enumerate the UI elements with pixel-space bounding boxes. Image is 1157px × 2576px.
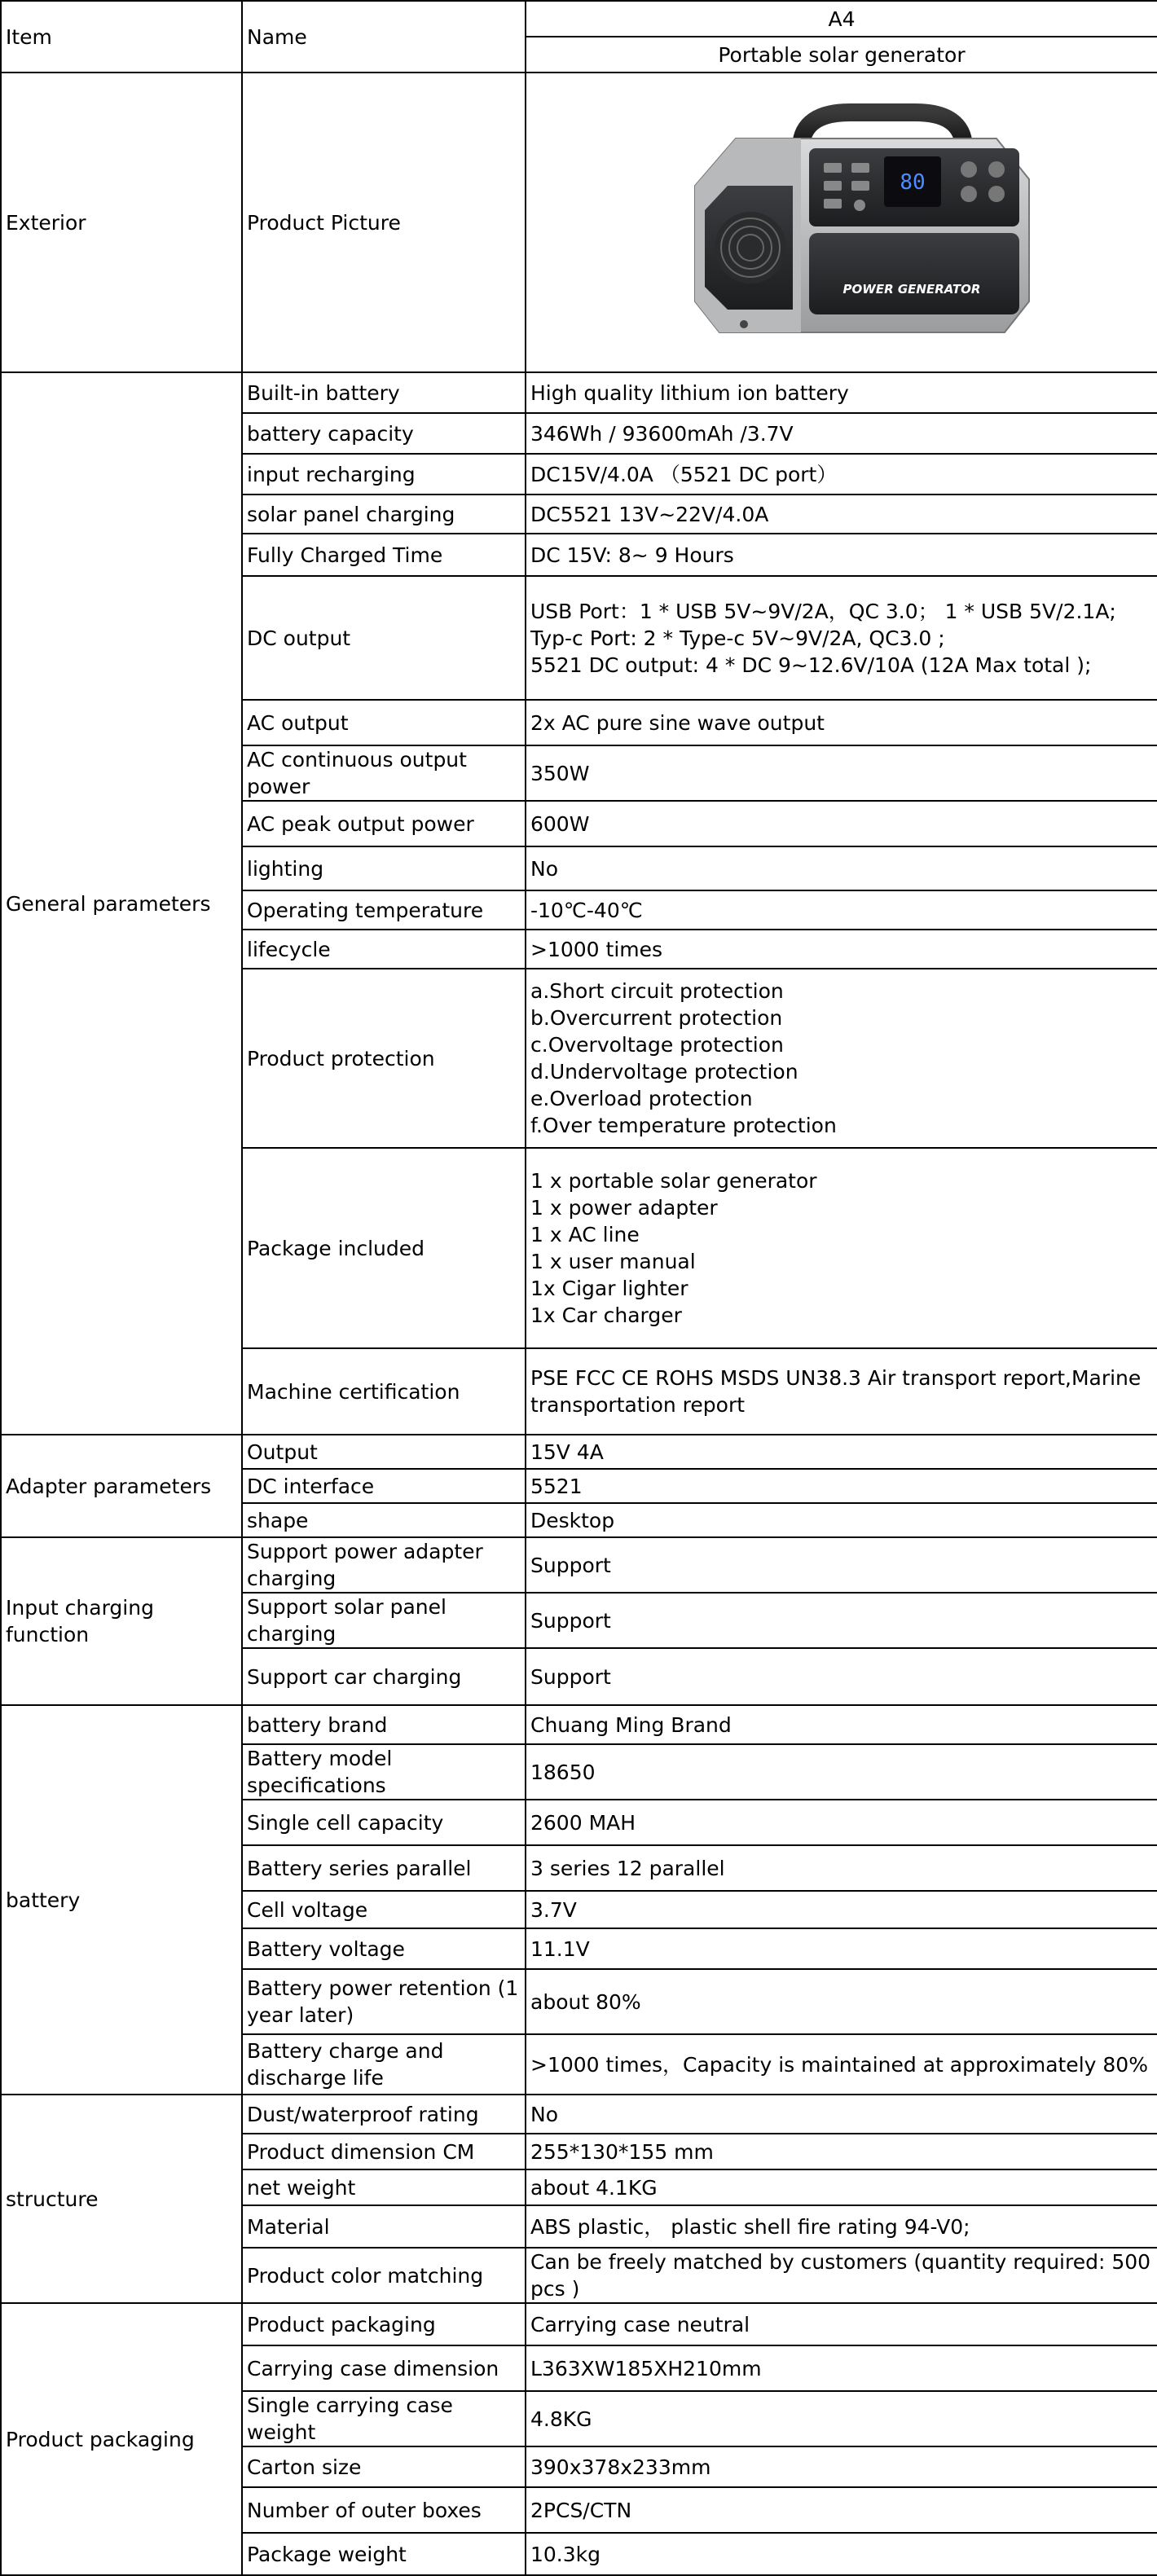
header-row bbox=[1, 1, 1157, 37]
spec-value: 1 x portable solar generator 1 x power adapter 1 x AC line 1 x user manual 1x Cigar lighter 1x Car charger bbox=[526, 1148, 1157, 1348]
spec-value: 2PCS/CTN bbox=[526, 2487, 1157, 2533]
model-header: A4 bbox=[526, 1, 1157, 37]
spec-name: Number of outer boxes bbox=[242, 2487, 526, 2533]
product-type-header: Portable solar generator bbox=[526, 37, 1157, 73]
spec-name: Single carrying case weight bbox=[242, 2391, 526, 2446]
spec-name: lifecycle bbox=[242, 930, 526, 969]
spec-name: Support car charging bbox=[242, 1648, 526, 1705]
spec-row bbox=[1, 1705, 1157, 1744]
spec-table-body bbox=[1, 1, 1157, 2575]
spec-value: PSE FCC CE ROHS MSDS UN38.3 Air transport report,Marine transportation report bbox=[526, 1348, 1157, 1435]
spec-name: input recharging bbox=[242, 454, 526, 495]
spec-value: High quality lithium ion battery bbox=[526, 372, 1157, 413]
name-header: Name bbox=[242, 1, 526, 73]
section-category: Input charging function bbox=[1, 1537, 242, 1705]
spec-name: Operating temperature bbox=[242, 890, 526, 930]
spec-name: AC output bbox=[242, 700, 526, 745]
spec-value: 3 series 12 parallel bbox=[526, 1845, 1157, 1891]
spec-name: Product protection bbox=[242, 969, 526, 1148]
spec-name: DC output bbox=[242, 576, 526, 700]
spec-value: 255*130*155 mm bbox=[526, 2134, 1157, 2169]
spec-name: Battery series parallel bbox=[242, 1845, 526, 1891]
spec-value: >1000 times bbox=[526, 930, 1157, 969]
product-picture bbox=[646, 88, 1037, 357]
spec-row bbox=[1, 2095, 1157, 2134]
spec-value: 346Wh / 93600mAh /3.7V bbox=[526, 413, 1157, 454]
exterior-category: Exterior bbox=[1, 73, 242, 372]
spec-name: Support solar panel charging bbox=[242, 1593, 526, 1648]
spec-value: 11.1V bbox=[526, 1928, 1157, 1969]
spec-value: L363XW185XH210mm bbox=[526, 2345, 1157, 2391]
spec-name: Cell voltage bbox=[242, 1891, 526, 1928]
section-category: Adapter parameters bbox=[1, 1435, 242, 1537]
spec-value: No bbox=[526, 846, 1157, 890]
spec-value: Support bbox=[526, 1648, 1157, 1705]
spec-name: Machine certification bbox=[242, 1348, 526, 1435]
spec-value: Chuang Ming Brand bbox=[526, 1705, 1157, 1744]
spec-name: Fully Charged Time bbox=[242, 534, 526, 576]
spec-value: >1000 times，Capacity is maintained at approximately 80% bbox=[526, 2034, 1157, 2095]
spec-name: Dust/waterproof rating bbox=[242, 2095, 526, 2134]
spec-name: Material bbox=[242, 2205, 526, 2248]
spec-value: Can be freely matched by customers (quantity required: 500 pcs ) bbox=[526, 2248, 1157, 2303]
spec-name: Single cell capacity bbox=[242, 1800, 526, 1845]
spec-row bbox=[1, 2303, 1157, 2345]
spec-row bbox=[1, 372, 1157, 413]
spec-value: 390x378x233mm bbox=[526, 2446, 1157, 2487]
spec-name: Carrying case dimension bbox=[242, 2345, 526, 2391]
spec-name: AC peak output power bbox=[242, 801, 526, 846]
spec-value: No bbox=[526, 2095, 1157, 2134]
spec-value: 600W bbox=[526, 801, 1157, 846]
spec-value: 2600 MAH bbox=[526, 1800, 1157, 1845]
spec-value: USB Port：1 * USB 5V~9V/2A，QC 3.0； 1 * USB 5V/2.1A; Typ-c Port: 2 * Type-c 5V~9V/2A, QC3.0 ; 5521 DC output: 4 * DC 9~12.6V/10A (12A Max total ); bbox=[526, 576, 1157, 700]
spec-value: Support bbox=[526, 1537, 1157, 1593]
spec-value: 10.3kg bbox=[526, 2533, 1157, 2575]
item-header: Item bbox=[1, 1, 242, 73]
exterior-row bbox=[1, 73, 1157, 372]
section-category: General parameters bbox=[1, 372, 242, 1435]
spec-value: 3.7V bbox=[526, 1891, 1157, 1928]
spec-value: a.Short circuit protection b.Overcurrent protection c.Overvoltage protection d.Undervoltage protection e.Overload protection f.Over temperature protection bbox=[526, 969, 1157, 1148]
spec-name: Product packaging bbox=[242, 2303, 526, 2345]
spec-value: Carrying case neutral bbox=[526, 2303, 1157, 2345]
spec-value: DC5521 13V~22V/4.0A bbox=[526, 495, 1157, 534]
spec-row bbox=[1, 1435, 1157, 1469]
spec-value: -10℃-40℃ bbox=[526, 890, 1157, 930]
spec-value: Desktop bbox=[526, 1503, 1157, 1537]
spec-name: shape bbox=[242, 1503, 526, 1537]
spec-name: Support power adapter charging bbox=[242, 1537, 526, 1593]
spec-row bbox=[1, 1537, 1157, 1593]
product-picture-cell bbox=[526, 73, 1157, 372]
spec-value: about 80% bbox=[526, 1969, 1157, 2034]
section-category: structure bbox=[1, 2095, 242, 2303]
spec-value: 350W bbox=[526, 745, 1157, 801]
spec-value: 4.8KG bbox=[526, 2391, 1157, 2446]
spec-value: DC15V/4.0A （5521 DC port） bbox=[526, 454, 1157, 495]
spec-name: DC interface bbox=[242, 1469, 526, 1503]
spec-value: about 4.1KG bbox=[526, 2169, 1157, 2205]
exterior-name: Product Picture bbox=[242, 73, 526, 372]
spec-value: 15V 4A bbox=[526, 1435, 1157, 1469]
spec-name: Battery power retention (1 year later) bbox=[242, 1969, 526, 2034]
spec-name: Built-in battery bbox=[242, 372, 526, 413]
spec-value: 18650 bbox=[526, 1744, 1157, 1800]
spec-name: Carton size bbox=[242, 2446, 526, 2487]
section-category: battery bbox=[1, 1705, 242, 2095]
spec-name: battery brand bbox=[242, 1705, 526, 1744]
spec-value: DC 15V: 8~ 9 Hours bbox=[526, 534, 1157, 576]
spec-name: Package included bbox=[242, 1148, 526, 1348]
spec-name: AC continuous output power bbox=[242, 745, 526, 801]
spec-value: Support bbox=[526, 1593, 1157, 1648]
spec-name: Product dimension CM bbox=[242, 2134, 526, 2169]
spec-value: ABS plastic， plastic shell fire rating 94-V0; bbox=[526, 2205, 1157, 2248]
spec-value: 5521 bbox=[526, 1469, 1157, 1503]
section-category: Product packaging bbox=[1, 2303, 242, 2575]
svg-text:80: 80 bbox=[900, 170, 926, 195]
spec-name: solar panel charging bbox=[242, 495, 526, 534]
spec-name: Output bbox=[242, 1435, 526, 1469]
spec-name: lighting bbox=[242, 846, 526, 890]
spec-name: Battery charge and discharge life bbox=[242, 2034, 526, 2095]
spec-name: Battery model specifications bbox=[242, 1744, 526, 1800]
spec-name: Product color matching bbox=[242, 2248, 526, 2303]
spec-value: 2x AC pure sine wave output bbox=[526, 700, 1157, 745]
spec-name: Package weight bbox=[242, 2533, 526, 2575]
spec-name: Battery voltage bbox=[242, 1928, 526, 1969]
spec-name: battery capacity bbox=[242, 413, 526, 454]
spec-name: net weight bbox=[242, 2169, 526, 2205]
product-picture-logo: POWER GENERATOR bbox=[842, 282, 981, 297]
